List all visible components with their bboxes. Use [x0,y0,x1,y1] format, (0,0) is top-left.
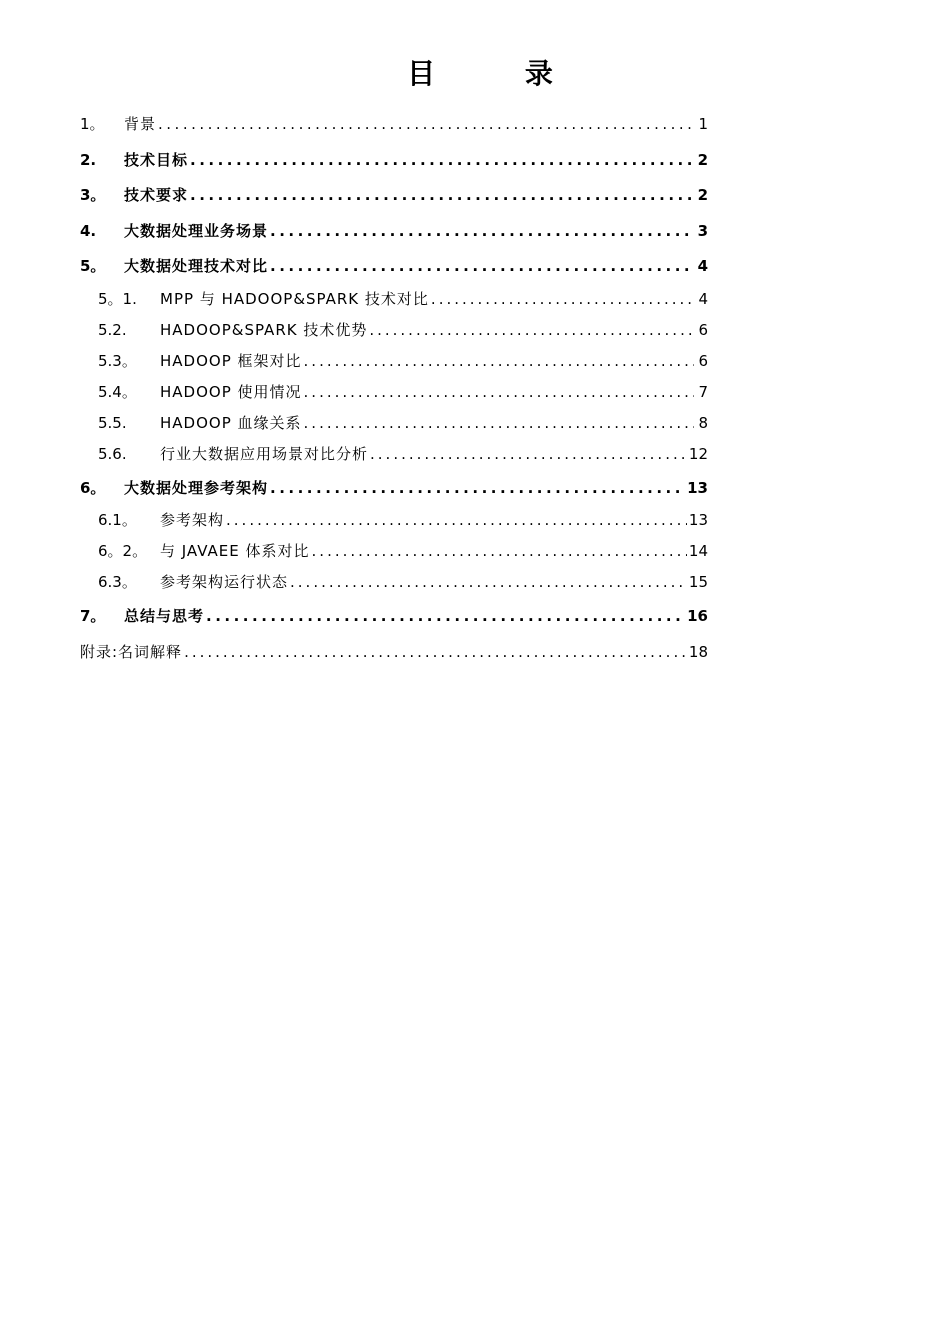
toc-entry-7[interactable] [80,602,708,638]
toc-title: 目 录 [407,57,593,90]
toc-entry-number: 3。 [80,186,106,204]
toc-entry-label: 行业大数据应用场景对比分析 [160,444,369,463]
dot-leader [270,256,694,276]
dot-leader [190,150,694,170]
toc-entry-number: 7。 [80,607,106,625]
toc-entry-number: 5.4。 [98,382,137,401]
toc-entry-page: 6 [698,320,708,339]
toc-entry-label: 技术目标 [124,150,189,169]
toc-entry-5-2[interactable] [80,319,708,350]
toc-entry-page: 13 [688,511,708,529]
toc-entry-page: 2 [697,150,708,169]
toc-entry-page: 7 [698,382,708,401]
toc-entry-number: 6。2。 [98,542,148,560]
toc-entry-label: HADOOP&SPARK 技术优势 [160,320,368,339]
toc-entry-number: 5。1. [98,289,137,308]
toc-entry-label: 大数据处理参考架构 [124,478,269,497]
toc-entry-label: 大数据处理技术对比 [124,257,269,275]
toc-entry-label: 参考架构 [160,511,225,529]
toc-entry-label: 参考架构运行状态 [160,573,289,591]
toc-entry-5-4[interactable] [80,381,708,412]
toc-entry-number: 6。 [80,478,106,497]
toc-entry-label: MPP 与 HADOOP&SPARK 技术对比 [160,289,429,308]
toc-entry-page: 4 [698,289,708,308]
toc-entry-page: 6 [698,351,708,370]
toc-entry-number: 5.6. [98,444,127,463]
toc-entry-page: 12 [688,444,708,463]
toc-entry-label: HADOOP 血缘关系 [160,413,302,432]
toc-entry-6-2[interactable] [80,540,708,571]
dot-leader [206,606,685,626]
toc-entry-5-1[interactable] [80,288,708,319]
toc-entry-5[interactable] [80,252,708,288]
table-of-contents [80,110,708,673]
toc-entry-page: 13 [687,478,708,497]
dot-leader [226,510,687,530]
dot-leader [190,185,694,205]
toc-entry-6-1[interactable] [80,509,708,540]
toc-entry-page: 14 [688,542,708,560]
toc-entry-page: 18 [688,642,708,661]
dot-leader [431,289,694,309]
dot-leader [290,572,687,592]
toc-entry-number: 5.5. [98,413,127,432]
toc-entry-label: 大数据处理业务场景 [124,221,269,240]
dot-leader [270,221,694,241]
dot-leader [184,642,687,662]
toc-entry-page: 15 [688,573,708,591]
dot-leader [304,382,694,402]
toc-entry-label: 总结与思考 [124,607,205,625]
toc-entry-6-3[interactable] [80,571,708,602]
toc-entry-4[interactable] [80,217,708,253]
dot-leader [370,444,687,464]
toc-entry-number: 5.3。 [98,351,137,370]
dot-leader [369,320,694,340]
toc-entry-page: 16 [687,607,708,625]
toc-entry-page: 8 [698,413,708,432]
toc-entry-1[interactable] [80,110,708,146]
toc-entry-label: HADOOP 框架对比 [160,351,302,370]
toc-entry-page: 3 [697,221,708,240]
toc-entry-label: 背景 [124,115,157,133]
toc-entry-label: 与 JAVAEE 体系对比 [160,542,310,560]
toc-entry-6[interactable] [80,474,708,510]
toc-entry-5-6[interactable] [80,443,708,474]
dot-leader [304,413,694,433]
toc-entry-number: 5。 [80,257,106,275]
dot-leader [304,351,694,371]
toc-entry-label: 技术要求 [124,186,189,204]
dot-leader [312,541,687,561]
toc-entry-label: 附录:名词解释 [80,642,183,661]
dot-leader [158,114,694,134]
toc-entry-5-5[interactable] [80,412,708,443]
toc-entry-2[interactable] [80,146,708,182]
toc-entry-label: HADOOP 使用情况 [160,382,302,401]
toc-entry-number: 6.1。 [98,511,137,529]
toc-entry-page: 4 [697,257,708,275]
toc-entry-page: 1 [698,115,708,133]
toc-entry-3[interactable] [80,181,708,217]
toc-entry-page: 2 [697,186,708,204]
toc-entry-number: 2. [80,150,97,169]
toc-entry-number: 5.2. [98,320,127,339]
toc-entry-number: 4. [80,221,97,240]
dot-leader [270,478,685,498]
toc-entry-appendix[interactable] [80,638,708,673]
toc-entry-number: 1。 [80,115,105,133]
toc-entry-5-3[interactable] [80,350,708,381]
toc-entry-number: 6.3。 [98,573,137,591]
